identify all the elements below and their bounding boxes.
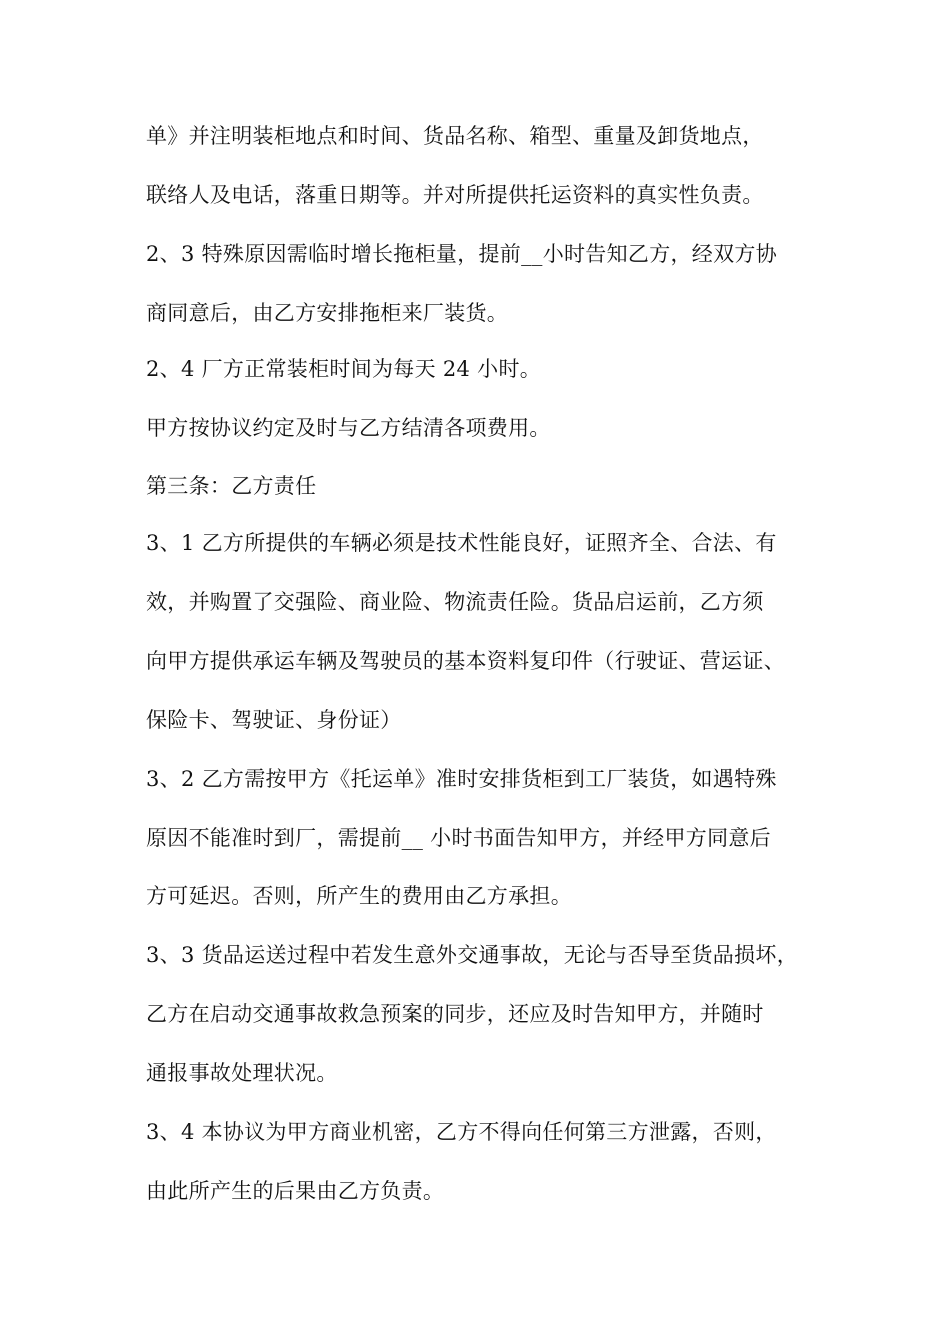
text-line: 原因不能准时到厂，需提前__ 小时书面告知甲方，并经甲方同意后: [146, 826, 771, 850]
text-line: 方可延迟。否则，所产生的费用由乙方承担。: [146, 884, 572, 908]
text-line: 效，并购置了交强险、商业险、物流责任险。货品启运前，乙方须: [146, 590, 764, 614]
text-line: 向甲方提供承运车辆及驾驶员的基本资料复印件（行驶证、营运证、: [146, 649, 785, 673]
text-line: 3、2 乙方需按甲方《托运单》准时安排货柜到工厂装货，如遇特殊: [146, 767, 777, 791]
text-line: 保险卡、驾驶证、身份证）: [146, 708, 402, 732]
text-line: 甲方按协议约定及时与乙方结清各项费用。: [146, 416, 551, 440]
text-line: 单》并注明装柜地点和时间、货品名称、箱型、重量及卸货地点，: [146, 124, 764, 148]
text-line: 2、4 厂方正常装柜时间为每天 24 小时。: [146, 357, 542, 381]
section-heading: 第三条：乙方责任: [146, 474, 317, 498]
text-line: 通报事故处理状况。: [146, 1061, 338, 1085]
text-line: 3、1 乙方所提供的车辆必须是技术性能良好，证照齐全、合法、有: [146, 531, 777, 555]
text-line: 由此所产生的后果由乙方负责。: [146, 1179, 445, 1203]
text-line: 乙方在启动交通事故救急预案的同步，还应及时告知甲方，并随时: [146, 1002, 764, 1026]
text-line: 2、3 特殊原因需临时增长拖柜量，提前__小时告知乙方，经双方协: [146, 242, 777, 266]
text-line: 商同意后，由乙方安排拖柜来厂装货。: [146, 301, 509, 325]
text-line: 联络人及电话，落重日期等。并对所提供托运资料的真实性负责。: [146, 183, 764, 207]
text-line: 3、3 货品运送过程中若发生意外交通事故，无论与否导至货品损坏，: [146, 943, 798, 967]
text-line: 3、4 本协议为甲方商业机密，乙方不得向任何第三方泄露，否则，: [146, 1120, 777, 1144]
